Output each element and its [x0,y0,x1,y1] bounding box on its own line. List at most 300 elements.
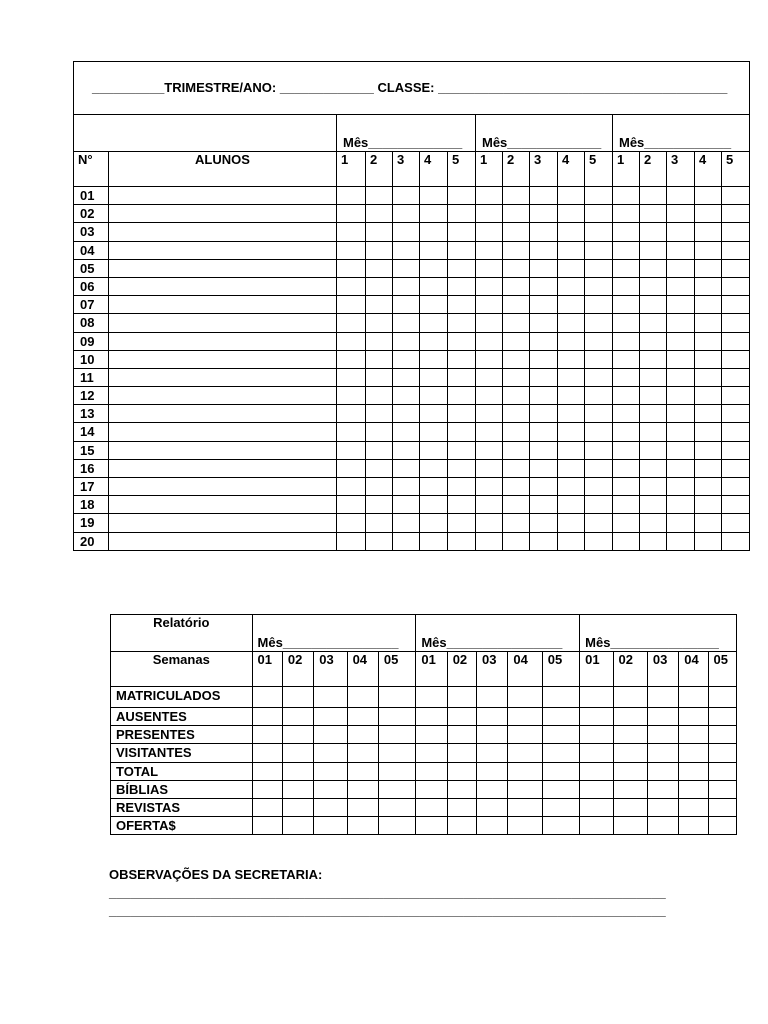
attendance-cell[interactable] [558,350,585,368]
report-cell[interactable] [252,762,282,780]
attendance-cell[interactable] [337,387,366,405]
attendance-cell[interactable] [640,223,667,241]
student-name-cell[interactable] [109,478,337,496]
attendance-cell[interactable] [640,514,667,532]
attendance-cell[interactable] [503,314,530,332]
attendance-cell[interactable] [667,459,695,477]
attendance-cell[interactable] [558,514,585,532]
attendance-cell[interactable] [420,459,448,477]
attendance-cell[interactable] [613,532,640,550]
attendance-cell[interactable] [476,350,503,368]
attendance-cell[interactable] [667,514,695,532]
attendance-cell[interactable] [613,187,640,205]
attendance-cell[interactable] [695,368,722,386]
attendance-cell[interactable] [337,459,366,477]
attendance-cell[interactable] [640,332,667,350]
attendance-cell[interactable] [530,187,558,205]
report-cell[interactable] [580,817,613,835]
attendance-cell[interactable] [366,332,393,350]
report-cell[interactable] [647,708,678,726]
attendance-cell[interactable] [448,405,476,423]
attendance-cell[interactable] [530,478,558,496]
attendance-cell[interactable] [585,368,613,386]
report-cell[interactable] [613,726,647,744]
attendance-cell[interactable] [476,277,503,295]
attendance-cell[interactable] [558,259,585,277]
attendance-cell[interactable] [393,223,420,241]
attendance-cell[interactable] [530,423,558,441]
report-cell[interactable] [647,780,678,798]
attendance-cell[interactable] [667,296,695,314]
report-cell[interactable] [477,708,508,726]
attendance-cell[interactable] [476,296,503,314]
attendance-cell[interactable] [393,296,420,314]
attendance-cell[interactable] [695,514,722,532]
report-cell[interactable] [613,762,647,780]
attendance-cell[interactable] [366,441,393,459]
report-cell[interactable] [282,817,313,835]
report-cell[interactable] [647,762,678,780]
attendance-cell[interactable] [503,277,530,295]
attendance-cell[interactable] [613,314,640,332]
attendance-cell[interactable] [558,478,585,496]
attendance-cell[interactable] [722,205,750,223]
attendance-cell[interactable] [585,405,613,423]
attendance-cell[interactable] [722,514,750,532]
report-cell[interactable] [347,687,378,708]
student-name-cell[interactable] [109,532,337,550]
attendance-cell[interactable] [420,241,448,259]
report-cell[interactable] [252,726,282,744]
report-cell[interactable] [477,798,508,816]
report-cell[interactable] [282,798,313,816]
report-cell[interactable] [477,817,508,835]
attendance-cell[interactable] [503,205,530,223]
report-cell[interactable] [580,798,613,816]
attendance-cell[interactable] [585,496,613,514]
attendance-cell[interactable] [337,241,366,259]
attendance-cell[interactable] [337,350,366,368]
attendance-cell[interactable] [366,241,393,259]
attendance-cell[interactable] [667,259,695,277]
attendance-cell[interactable] [503,259,530,277]
report-cell[interactable] [580,762,613,780]
attendance-cell[interactable] [448,368,476,386]
attendance-cell[interactable] [366,459,393,477]
attendance-cell[interactable] [613,259,640,277]
attendance-cell[interactable] [337,314,366,332]
attendance-cell[interactable] [530,496,558,514]
attendance-cell[interactable] [366,478,393,496]
attendance-cell[interactable] [695,478,722,496]
attendance-cell[interactable] [476,405,503,423]
report-cell[interactable] [508,744,542,762]
attendance-cell[interactable] [337,223,366,241]
attendance-cell[interactable] [448,514,476,532]
report-cell[interactable] [447,817,476,835]
attendance-cell[interactable] [476,423,503,441]
attendance-cell[interactable] [558,532,585,550]
attendance-cell[interactable] [558,332,585,350]
attendance-cell[interactable] [503,478,530,496]
attendance-cell[interactable] [558,296,585,314]
attendance-cell[interactable] [337,441,366,459]
attendance-cell[interactable] [640,405,667,423]
report-cell[interactable] [314,744,347,762]
attendance-cell[interactable] [695,332,722,350]
attendance-cell[interactable] [420,314,448,332]
report-cell[interactable] [613,687,647,708]
attendance-cell[interactable] [448,459,476,477]
attendance-cell[interactable] [640,478,667,496]
attendance-cell[interactable] [585,223,613,241]
attendance-cell[interactable] [613,496,640,514]
attendance-cell[interactable] [530,368,558,386]
attendance-cell[interactable] [503,405,530,423]
attendance-cell[interactable] [420,223,448,241]
attendance-cell[interactable] [640,314,667,332]
attendance-cell[interactable] [530,223,558,241]
report-cell[interactable] [613,708,647,726]
attendance-cell[interactable] [667,241,695,259]
report-cell[interactable] [314,817,347,835]
attendance-cell[interactable] [558,405,585,423]
attendance-cell[interactable] [337,205,366,223]
attendance-cell[interactable] [420,514,448,532]
attendance-cell[interactable] [558,205,585,223]
attendance-cell[interactable] [393,387,420,405]
attendance-cell[interactable] [366,259,393,277]
attendance-cell[interactable] [448,350,476,368]
attendance-cell[interactable] [337,405,366,423]
attendance-cell[interactable] [337,514,366,532]
report-cell[interactable] [542,762,579,780]
report-cell[interactable] [580,780,613,798]
report-month-label-2[interactable]: Mês________________ [416,615,580,652]
attendance-cell[interactable] [337,332,366,350]
report-cell[interactable] [378,687,415,708]
attendance-cell[interactable] [667,532,695,550]
attendance-cell[interactable] [530,314,558,332]
attendance-cell[interactable] [695,223,722,241]
report-cell[interactable] [416,726,447,744]
attendance-cell[interactable] [695,387,722,405]
report-cell[interactable] [282,762,313,780]
attendance-cell[interactable] [393,496,420,514]
attendance-cell[interactable] [640,241,667,259]
report-cell[interactable] [708,780,736,798]
attendance-cell[interactable] [503,459,530,477]
attendance-cell[interactable] [585,514,613,532]
report-cell[interactable] [347,798,378,816]
report-cell[interactable] [647,744,678,762]
report-cell[interactable] [613,798,647,816]
attendance-cell[interactable] [722,332,750,350]
report-month-label-3[interactable]: Mês_______________ [580,615,737,652]
attendance-cell[interactable] [503,350,530,368]
attendance-cell[interactable] [366,350,393,368]
report-cell[interactable] [580,726,613,744]
attendance-cell[interactable] [530,277,558,295]
attendance-cell[interactable] [640,387,667,405]
attendance-cell[interactable] [337,368,366,386]
attendance-cell[interactable] [476,241,503,259]
report-cell[interactable] [252,817,282,835]
attendance-cell[interactable] [640,441,667,459]
report-cell[interactable] [447,780,476,798]
attendance-cell[interactable] [585,350,613,368]
attendance-cell[interactable] [613,350,640,368]
attendance-cell[interactable] [585,532,613,550]
attendance-cell[interactable] [448,441,476,459]
attendance-cell[interactable] [667,478,695,496]
attendance-cell[interactable] [366,205,393,223]
student-name-cell[interactable] [109,205,337,223]
report-cell[interactable] [282,708,313,726]
report-cell[interactable] [708,817,736,835]
attendance-cell[interactable] [448,277,476,295]
attendance-cell[interactable] [530,459,558,477]
attendance-cell[interactable] [337,532,366,550]
attendance-cell[interactable] [503,368,530,386]
attendance-cell[interactable] [613,296,640,314]
student-name-cell[interactable] [109,241,337,259]
attendance-cell[interactable] [695,259,722,277]
attendance-cell[interactable] [366,514,393,532]
attendance-cell[interactable] [503,387,530,405]
attendance-cell[interactable] [530,205,558,223]
attendance-cell[interactable] [640,532,667,550]
attendance-cell[interactable] [337,296,366,314]
report-cell[interactable] [347,726,378,744]
report-cell[interactable] [508,798,542,816]
attendance-cell[interactable] [613,241,640,259]
student-name-cell[interactable] [109,350,337,368]
report-cell[interactable] [252,798,282,816]
attendance-cell[interactable] [393,332,420,350]
attendance-cell[interactable] [667,332,695,350]
attendance-cell[interactable] [695,296,722,314]
report-cell[interactable] [613,817,647,835]
attendance-cell[interactable] [585,259,613,277]
student-name-cell[interactable] [109,187,337,205]
report-cell[interactable] [679,817,708,835]
report-cell[interactable] [508,687,542,708]
attendance-cell[interactable] [393,350,420,368]
report-cell[interactable] [647,687,678,708]
student-name-cell[interactable] [109,441,337,459]
report-cell[interactable] [378,780,415,798]
attendance-cell[interactable] [393,405,420,423]
report-cell[interactable] [679,762,708,780]
attendance-cell[interactable] [503,514,530,532]
attendance-cell[interactable] [613,205,640,223]
attendance-cell[interactable] [476,187,503,205]
report-cell[interactable] [613,744,647,762]
attendance-cell[interactable] [722,277,750,295]
attendance-cell[interactable] [420,405,448,423]
report-cell[interactable] [613,780,647,798]
attendance-cell[interactable] [722,368,750,386]
attendance-cell[interactable] [667,187,695,205]
attendance-cell[interactable] [393,241,420,259]
report-cell[interactable] [416,817,447,835]
report-cell[interactable] [347,744,378,762]
attendance-cell[interactable] [640,350,667,368]
attendance-cell[interactable] [420,387,448,405]
attendance-cell[interactable] [722,478,750,496]
report-cell[interactable] [508,817,542,835]
attendance-cell[interactable] [530,241,558,259]
report-cell[interactable] [347,708,378,726]
student-name-cell[interactable] [109,387,337,405]
report-cell[interactable] [447,687,476,708]
attendance-cell[interactable] [503,187,530,205]
attendance-cell[interactable] [558,387,585,405]
attendance-cell[interactable] [448,423,476,441]
attendance-cell[interactable] [640,187,667,205]
attendance-cell[interactable] [476,514,503,532]
observation-line-1[interactable]: _____________________________________________________________________________ [109,885,666,900]
attendance-cell[interactable] [613,478,640,496]
attendance-cell[interactable] [420,350,448,368]
student-name-cell[interactable] [109,496,337,514]
report-cell[interactable] [477,687,508,708]
attendance-cell[interactable] [366,405,393,423]
attendance-cell[interactable] [503,496,530,514]
report-cell[interactable] [477,744,508,762]
attendance-cell[interactable] [503,223,530,241]
attendance-cell[interactable] [722,187,750,205]
student-name-cell[interactable] [109,314,337,332]
attendance-cell[interactable] [695,350,722,368]
attendance-cell[interactable] [448,496,476,514]
attendance-cell[interactable] [667,314,695,332]
attendance-cell[interactable] [695,277,722,295]
attendance-cell[interactable] [722,496,750,514]
attendance-cell[interactable] [722,405,750,423]
attendance-cell[interactable] [366,187,393,205]
attendance-cell[interactable] [558,459,585,477]
report-cell[interactable] [679,780,708,798]
report-cell[interactable] [708,762,736,780]
attendance-cell[interactable] [585,241,613,259]
attendance-cell[interactable] [420,205,448,223]
attendance-cell[interactable] [503,441,530,459]
report-cell[interactable] [679,726,708,744]
attendance-cell[interactable] [667,387,695,405]
student-name-cell[interactable] [109,423,337,441]
attendance-cell[interactable] [558,314,585,332]
attendance-cell[interactable] [667,223,695,241]
attendance-cell[interactable] [448,259,476,277]
attendance-cell[interactable] [667,277,695,295]
attendance-cell[interactable] [640,277,667,295]
attendance-cell[interactable] [722,532,750,550]
report-month-label-1[interactable]: Mês________________ [252,615,416,652]
attendance-cell[interactable] [448,314,476,332]
attendance-cell[interactable] [420,277,448,295]
attendance-cell[interactable] [448,296,476,314]
attendance-cell[interactable] [366,223,393,241]
attendance-cell[interactable] [530,405,558,423]
attendance-cell[interactable] [585,423,613,441]
report-cell[interactable] [378,762,415,780]
attendance-cell[interactable] [722,296,750,314]
attendance-cell[interactable] [530,350,558,368]
report-cell[interactable] [416,762,447,780]
attendance-cell[interactable] [667,496,695,514]
attendance-cell[interactable] [420,332,448,350]
attendance-cell[interactable] [476,532,503,550]
student-name-cell[interactable] [109,277,337,295]
report-cell[interactable] [508,708,542,726]
report-cell[interactable] [314,726,347,744]
student-name-cell[interactable] [109,405,337,423]
attendance-cell[interactable] [337,277,366,295]
attendance-cell[interactable] [613,387,640,405]
attendance-cell[interactable] [366,314,393,332]
report-cell[interactable] [580,744,613,762]
attendance-cell[interactable] [558,441,585,459]
report-cell[interactable] [416,780,447,798]
attendance-cell[interactable] [393,478,420,496]
report-cell[interactable] [708,687,736,708]
attendance-cell[interactable] [695,459,722,477]
attendance-cell[interactable] [722,459,750,477]
attendance-cell[interactable] [558,496,585,514]
report-cell[interactable] [542,687,579,708]
report-cell[interactable] [314,798,347,816]
report-cell[interactable] [542,798,579,816]
attendance-cell[interactable] [476,441,503,459]
report-cell[interactable] [447,726,476,744]
report-cell[interactable] [580,687,613,708]
report-cell[interactable] [252,708,282,726]
attendance-cell[interactable] [420,496,448,514]
attendance-cell[interactable] [420,296,448,314]
attendance-cell[interactable] [613,459,640,477]
report-cell[interactable] [508,780,542,798]
attendance-cell[interactable] [393,514,420,532]
attendance-cell[interactable] [366,368,393,386]
attendance-cell[interactable] [640,459,667,477]
report-cell[interactable] [679,687,708,708]
report-cell[interactable] [508,762,542,780]
attendance-cell[interactable] [476,314,503,332]
attendance-cell[interactable] [558,223,585,241]
attendance-cell[interactable] [667,205,695,223]
attendance-cell[interactable] [476,387,503,405]
attendance-cell[interactable] [448,532,476,550]
attendance-cell[interactable] [476,459,503,477]
attendance-cell[interactable] [337,496,366,514]
report-cell[interactable] [378,744,415,762]
report-cell[interactable] [378,726,415,744]
attendance-cell[interactable] [667,441,695,459]
report-cell[interactable] [679,798,708,816]
attendance-cell[interactable] [420,423,448,441]
attendance-cell[interactable] [393,259,420,277]
attendance-cell[interactable] [695,187,722,205]
attendance-cell[interactable] [585,387,613,405]
report-cell[interactable] [647,726,678,744]
attendance-cell[interactable] [476,496,503,514]
attendance-cell[interactable] [393,423,420,441]
observation-line-2[interactable]: _____________________________________________________________________________ [109,903,666,918]
report-cell[interactable] [542,817,579,835]
attendance-cell[interactable] [393,532,420,550]
